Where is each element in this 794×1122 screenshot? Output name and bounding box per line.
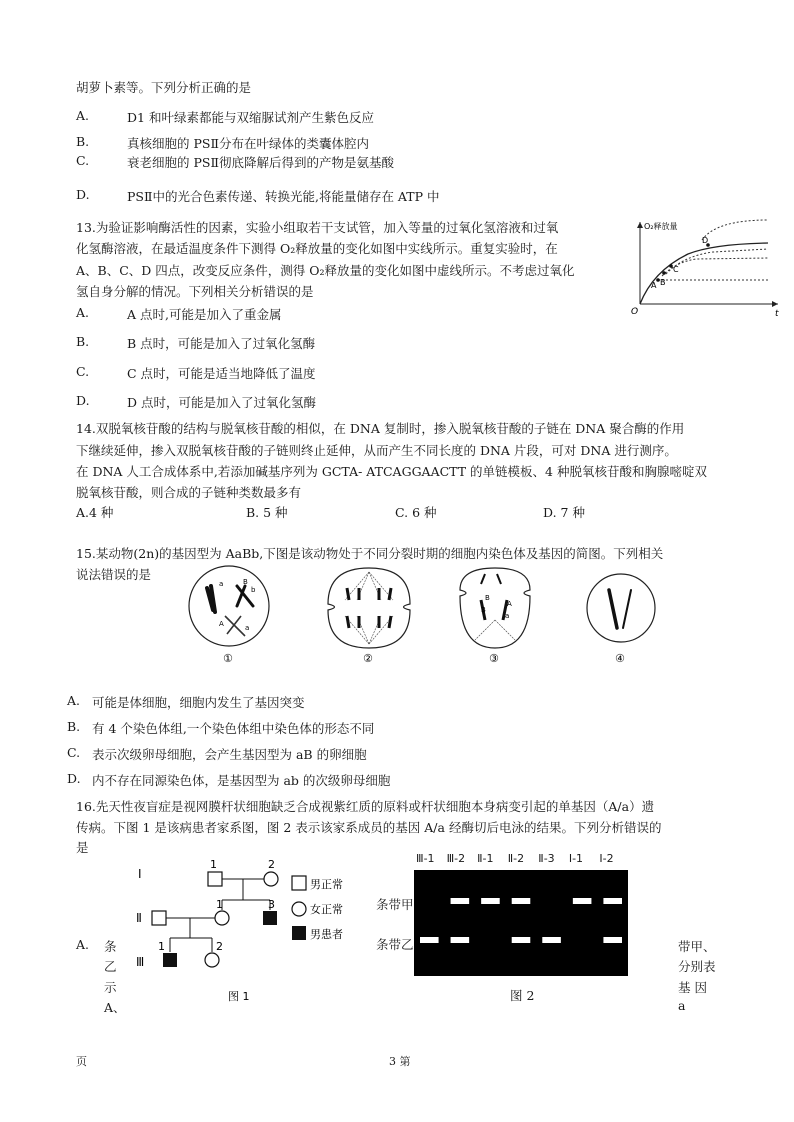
q14-option-a: A.4 种 — [76, 505, 114, 520]
q13-option-a-text: A 点时,可能是加入了重金属 — [127, 307, 282, 322]
lane-label: Ⅰ-2 — [599, 852, 614, 865]
q12-option-b-letter: B. — [76, 134, 90, 149]
q15-stem-line: 说法错误的是 — [76, 567, 152, 582]
lane-label: Ⅲ-2 — [446, 852, 466, 865]
q13-stem-line: 化氢酶溶液，在最适温度条件下测得 O₂释放量的变化如图中实线所示。重复实验时，在 — [76, 241, 558, 256]
q14-stem-line: 脱氧核苷酸，则合成的子链种类数最多有 — [76, 485, 302, 500]
q15-option-d-letter: D. — [67, 771, 81, 786]
lane-label: Ⅱ-1 — [477, 852, 494, 865]
band-jia — [603, 898, 622, 904]
q13-option-c-letter: C. — [76, 364, 90, 379]
svg-text:b: b — [251, 586, 256, 594]
dashed-curve-d — [702, 220, 768, 240]
q16-stem-line: 传病。下图 1 是该病患者家系图，图 2 表示该家系成员的基因 A/a 经酶切后电泳的结果。下列分析错误的 — [76, 820, 662, 835]
dashed-curve-c — [666, 249, 768, 274]
gen-label-1: Ⅰ — [138, 867, 142, 881]
q12-option-c-text: 衰老细胞的 PSⅡ彻底降解后得到的产物是氨基酸 — [127, 155, 394, 170]
cell-label-1: ① — [223, 652, 233, 665]
cell-1 — [189, 566, 269, 646]
svg-text:A: A — [507, 600, 512, 608]
point-label-c: C — [673, 265, 679, 274]
lane-label: Ⅲ-1 — [416, 852, 435, 865]
svg-text:B: B — [481, 606, 486, 614]
legend-normal-male: 男正常 — [310, 878, 343, 891]
point-label-b: B — [660, 278, 666, 287]
cell-label-3: ③ — [489, 652, 499, 665]
svg-text:a: a — [505, 612, 510, 620]
q13-option-d-letter: D. — [76, 393, 90, 408]
svg-text:A: A — [219, 620, 224, 628]
graph-origin: O — [631, 307, 639, 317]
cell-2 — [328, 568, 410, 648]
q12-option-c-letter: C. — [76, 153, 90, 168]
gen-label-3: Ⅲ — [136, 955, 145, 969]
footer-page-number: 3 第 — [389, 1055, 411, 1068]
q13-option-b-text: B 点时，可能是加入了过氧化氢酶 — [127, 336, 316, 351]
band-jia — [573, 898, 592, 904]
footer-left: 页 — [76, 1055, 87, 1068]
q12-option-d-text: PSⅡ中的光合色素传递、转换光能,将能量储存在 ATP 中 — [127, 189, 440, 204]
q14-stem-line: 下继续延伸，掺入双脱氧核苷酸的子链则终止延伸，从而产生不同长度的 DNA 片段，可对 DNA 进行测序。 — [76, 443, 677, 458]
fig2-caption: 图 2 — [510, 988, 535, 1003]
point-label-a: A — [651, 281, 657, 290]
lane-label: Ⅱ-3 — [538, 852, 555, 865]
q15-option-c-letter: C. — [67, 745, 81, 760]
band-row-yi-label: 条带乙 — [376, 937, 414, 952]
band-yi — [603, 937, 622, 943]
q14-stem-line: 在 DNA 人工合成体系中,若添加碱基序列为 GCTA- ATCAGGAACTT 的单链模板、4 种脱氧核苷酸和胸腺嘧啶双 — [76, 464, 707, 479]
legend-affected-male: 男患者 — [310, 928, 343, 941]
lane-label: Ⅱ-2 — [507, 852, 525, 865]
band-jia — [451, 898, 470, 904]
point-label-d: D — [702, 236, 709, 245]
cell-label-4: ④ — [615, 652, 625, 665]
svg-text:B: B — [243, 578, 248, 586]
svg-text:a: a — [219, 580, 224, 588]
q13-stem-line: 氢自身分解的情况。下列相关分析错误的是 — [76, 284, 314, 299]
q15-cell-figure — [185, 560, 665, 670]
intro-text: 胡萝卜素等。下列分析正确的是 — [76, 80, 252, 95]
band-jia — [512, 898, 531, 904]
svg-text:1: 1 — [158, 940, 165, 953]
svg-text:a: a — [245, 624, 250, 632]
gen-label-2: Ⅱ — [136, 911, 142, 925]
q13-stem-line: A、B、C、D 四点，改变反应条件，测得 O₂释放量的变化如图中虚线所示。不考虑过氧化 — [76, 263, 575, 278]
q16-stem-line: 是 — [76, 840, 89, 855]
band-row-jia-label: 条带甲 — [376, 897, 414, 912]
q15-stem-line: 15.某动物(2n)的基因型为 AaBb,下图是该动物处于不同分裂时期的细胞内染色体及基因的简图。下列相关 — [76, 546, 664, 561]
q13-option-a-letter: A. — [76, 305, 90, 320]
band-yi — [420, 937, 439, 943]
q15-option-b-letter: B. — [67, 719, 81, 734]
q14-option-d: D. 7 种 — [543, 505, 585, 520]
q13-option-b-letter: B. — [76, 334, 90, 349]
svg-text:1: 1 — [216, 898, 223, 911]
band-yi — [451, 937, 470, 943]
cell-3 — [460, 568, 530, 648]
q16-pedigree-figure — [130, 852, 370, 1008]
q15-option-a-text: 可能是体细胞，细胞内发生了基因突变 — [92, 695, 305, 710]
q15-option-b-text: 有 4 个染色体组,一个染色体组中染色体的形态不同 — [92, 721, 375, 736]
q13-stem-line: 13.为验证影响酶活性的因素，实验小组取若干支试管，加入等量的过氧化氢溶液和过氧 — [76, 220, 559, 235]
q13-option-c-text: C 点时，可能是适当地降低了温度 — [127, 366, 316, 381]
cell-4 — [587, 574, 655, 642]
q12-option-d-letter: D. — [76, 187, 90, 202]
q15-option-a-letter: A. — [67, 693, 81, 708]
fig1-caption: 图 1 — [228, 990, 250, 1003]
svg-text:3: 3 — [268, 898, 275, 911]
graph-ylabel: O₂释放量 — [644, 222, 678, 231]
lane-label: Ⅰ-1 — [568, 852, 584, 865]
q13-o2-graph — [628, 216, 786, 320]
svg-text:1: 1 — [210, 858, 217, 871]
band-yi — [542, 937, 561, 943]
legend-normal-female: 女正常 — [310, 903, 343, 916]
svg-text:2: 2 — [216, 940, 223, 953]
cell-label-2: ② — [363, 652, 373, 665]
q16-stem-line: 16.先天性夜盲症是视网膜杆状细胞缺乏合成视紫红质的原料或杆状细胞本身病变引起的单基因（A/a）遗 — [76, 799, 655, 814]
q14-option-c: C. 6 种 — [395, 505, 437, 520]
q16-electrophoresis-gel — [414, 870, 628, 976]
graph-xlabel: t — [775, 309, 779, 319]
q15-option-d-text: 内不存在同源染色体，是基因型为 ab 的次级卵母细胞 — [92, 773, 391, 788]
q14-stem-line: 14.双脱氧核苷酸的结构与脱氧核苷酸的相似，在 DNA 复制时，掺入脱氧核苷酸的子链在 DNA 聚合酶的作用 — [76, 421, 685, 436]
q15-option-c-text: 表示次级卵母细胞，会产生基因型为 aB 的卵细胞 — [92, 747, 367, 762]
band-jia — [481, 898, 500, 904]
q14-option-b: B. 5 种 — [246, 505, 288, 520]
solid-curve — [640, 243, 768, 304]
q12-option-b-text: 真核细胞的 PSⅡ分布在叶绿体的类囊体腔内 — [127, 136, 369, 151]
q12-option-a-text: D1 和叶绿素都能与双缩脲试剂产生紫色反应 — [127, 110, 374, 125]
svg-text:B: B — [485, 594, 490, 602]
q12-option-a-letter: A. — [76, 108, 90, 123]
band-yi — [512, 937, 531, 943]
svg-text:2: 2 — [268, 858, 275, 871]
q13-option-d-text: D 点时，可能是加入了过氧化氢酶 — [127, 395, 316, 410]
